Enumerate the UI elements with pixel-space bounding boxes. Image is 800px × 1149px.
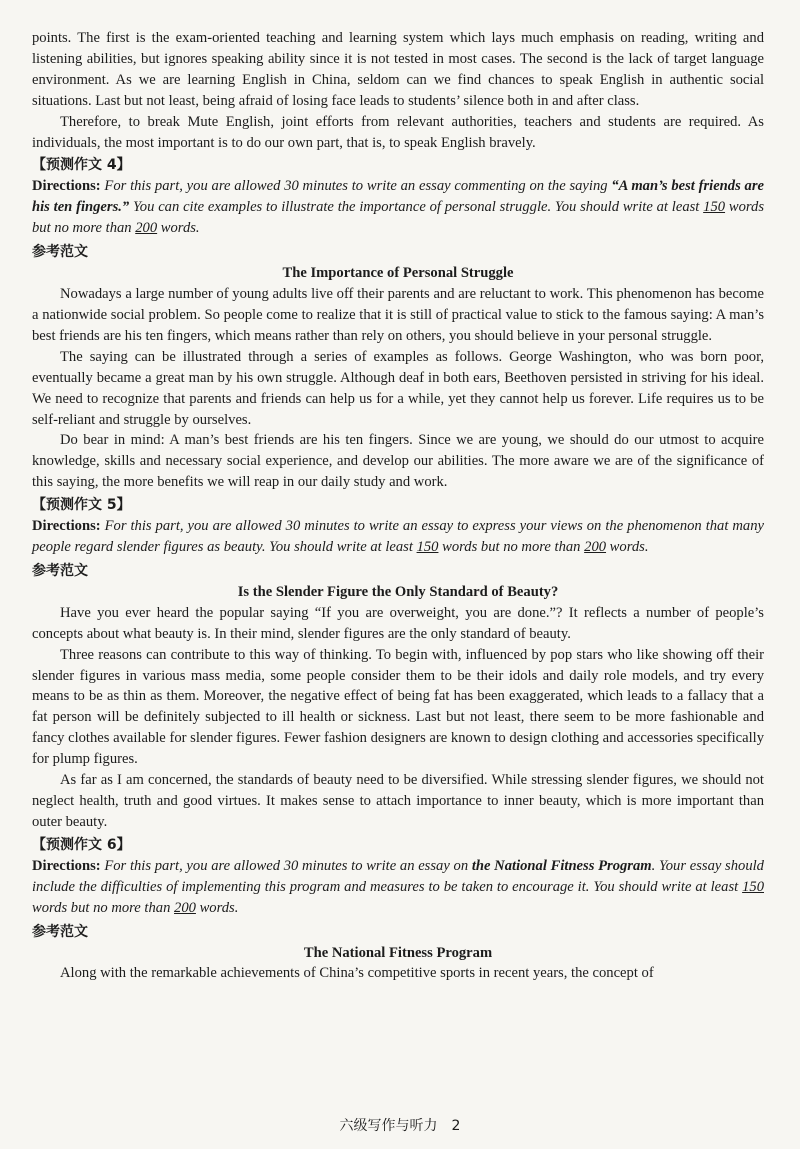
section-header: 【预测作文 4】: [32, 157, 131, 174]
paragraph: Do bear in mind: A man’s best friends are his ten fingers. Since we are young, we should do our utmost to acquire knowledge, skills and necessary social experience, and develop our abilities. The more aware we are of the significance of this saying, the more benefits we will reap in our daily study and work.: [32, 432, 764, 491]
directions-label: Directions:: [32, 857, 101, 874]
directions-quote: “A man’s best friends are his ten fingers.”: [32, 178, 764, 216]
paragraph: Therefore, to break Mute English, joint efforts from relevant authorities, teachers and students are required. As individuals, the most important is to do our own part, that is, to speak English bravely.: [32, 113, 764, 151]
directions-text: You can cite examples to illustrate the importance of personal struggle. You should write at least: [129, 199, 704, 216]
word-min: 150: [703, 199, 726, 216]
reference-label: 参考范文: [32, 244, 88, 261]
paragraph: Have you ever heard the popular saying “If you are overweight, you are done.”? It reflects a number of people’s concepts about what beauty is. In their mind, slender figures are the only standard of beauty.: [32, 604, 764, 642]
directions: [32, 856, 764, 919]
directions-text: For this part, you are allowed 30 minutes to write an essay to express your views on the phenomenon that many people regard slender figures as beauty. You should write at least: [32, 518, 764, 556]
directions-label: Directions:: [32, 518, 101, 535]
reference-label: 参考范文: [32, 923, 88, 940]
directions: [32, 516, 764, 558]
paragraph: Nowadays a large number of young adults live off their parents and are reluctant to work. This phenomenon has become a nationwide social problem. So people come to realize that it is still of practical value to stick to the famous saying: A man’s best friends are his ten fingers, which means rather than rely on others, you should believe in your personal struggle.: [32, 286, 764, 344]
word-max: 200: [174, 899, 196, 916]
directions-topic: the National Fitness Program: [471, 857, 652, 874]
paragraph: Along with the remarkable achievements of China’s competitive sports in recent years, the concept of: [60, 965, 654, 982]
paragraph: The saying can be illustrated through a series of examples as follows. George Washington, who was born poor, eventually became a great man by his own struggle. Although deaf in both ears, Beethoven persisted in striving for his ideal. We need to recognize that parents and friends can help us for a while, yet they cannot help us forever. Life requires us to be self-reliant and struggle by ourselves.: [32, 348, 764, 428]
directions-label: Directions:: [32, 178, 101, 195]
directions-text: words but no more than: [32, 199, 764, 237]
paragraph: points. The first is the exam-oriented teaching and learning system which lays much emphasis on reading, writing and listening abilities, but ignores speaking ability since it is not tested in most cases. The second is the lack of target language environment. As we are learning English in China, seldom can we find chances to speak English in authentic social situations. Last but not least, being afraid of losing face leads to students’ silence both in and after class.: [32, 30, 764, 109]
directions-text: words.: [157, 220, 200, 237]
directions-text: For this part, you are allowed 30 minutes to write an essay commenting on the saying: [100, 178, 612, 195]
page-footer: 六级写作与听力 2: [339, 1118, 461, 1134]
word-min: 150: [742, 878, 764, 895]
word-min: 150: [416, 539, 439, 556]
essay-title: The National Fitness Program: [303, 944, 493, 961]
directions: [32, 176, 764, 239]
essay-title: Is the Slender Figure the Only Standard of Beauty?: [237, 583, 559, 600]
reference-label: 参考范文: [32, 562, 88, 579]
directions-text: words but no more than: [32, 899, 175, 916]
directions-text: words.: [195, 899, 239, 916]
paragraph: As far as I am concerned, the standards of beauty need to be diversified. While stressing slender figures, we should not neglect health, truth and good virtues. It makes sense to attach importance to inner beauty, which is more important than outer beauty.: [32, 772, 764, 830]
essay-title: The Importance of Personal Struggle: [282, 265, 514, 282]
section-header: 【预测作文 5】: [32, 497, 131, 514]
directions-text: words.: [606, 539, 649, 556]
word-max: 200: [135, 220, 158, 237]
paragraph: Three reasons can contribute to this way of thinking. To begin with, influenced by pop stars who like showing off their slender figures in various mass media, some people consider them to be their idols and daily role models, and try every means to be as thin as them. Moreover, the negative effect of being fat has been exaggerated, which leads to a fallacy that a fat person will be definitely subjected to ill health or sickness. Last but not least, there seem to be more fashionable and fancy clothes available for slender figures. Fewer fashion designers are known to design clothing and accessories specifically for plump figures.: [32, 646, 764, 768]
directions-text: . Your essay should include the difficulties of implementing this program and measures to be taken to encourage it. You should write at least: [32, 857, 764, 895]
directions-text: words but no more than: [438, 539, 585, 556]
directions-text: For this part, you are allowed 30 minutes to write an essay on: [100, 857, 472, 874]
word-max: 200: [584, 539, 607, 556]
section-header: 【预测作文 6】: [32, 836, 131, 853]
